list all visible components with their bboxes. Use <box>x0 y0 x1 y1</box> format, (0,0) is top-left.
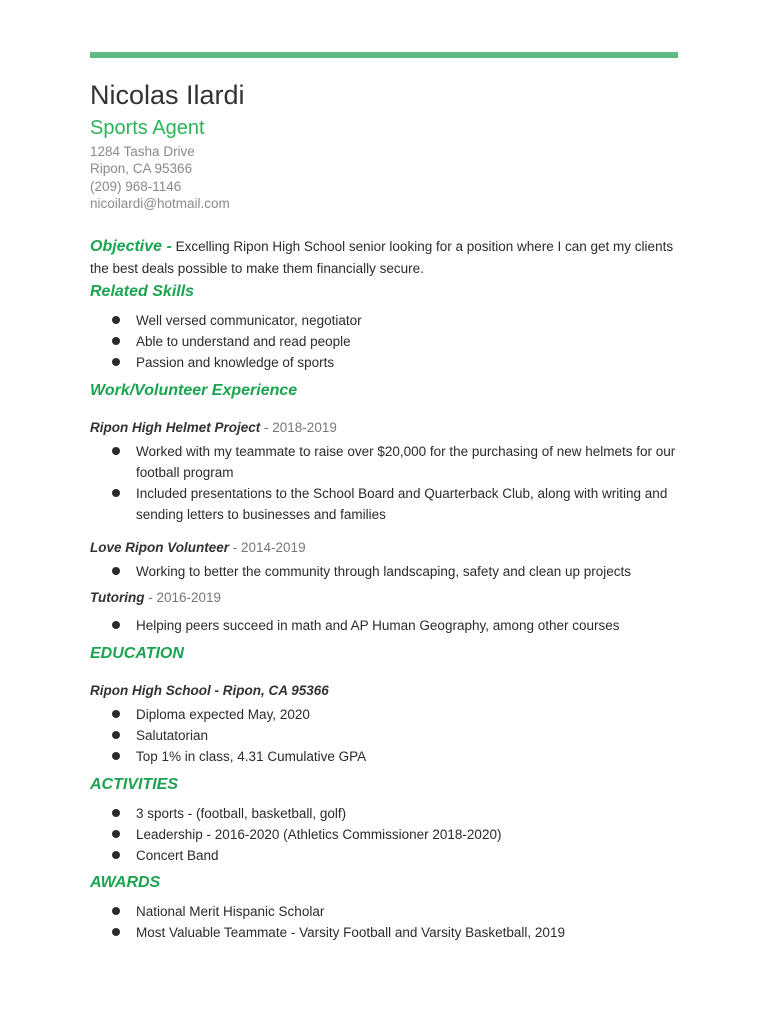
list-item: Leadership - 2016-2020 (Athletics Commissioner 2018-2020) <box>112 824 682 845</box>
list-item: Able to understand and read people <box>112 331 682 352</box>
bullet-icon <box>112 731 120 739</box>
bullet-icon <box>112 809 120 817</box>
objective-text: Excelling Ripon High School senior looking for a position where I can get my clients the best deals possible to make them financially secure. <box>90 239 674 276</box>
list-item: Worked with my teammate to raise over $20,000 for the purchasing of new helmets for our football program <box>112 441 682 483</box>
job-title: Love Ripon Volunteer - 2014-2019 <box>90 540 306 555</box>
list-item: Most Valuable Teammate - Varsity Football and Varsity Basketball, 2019 <box>112 922 682 943</box>
bullet-icon <box>112 567 120 575</box>
bullet-icon <box>112 316 120 324</box>
list-item: Helping peers succeed in math and AP Human Geography, among other courses <box>112 615 682 636</box>
objective-section <box>90 236 690 280</box>
job-dates: - 2014-2019 <box>229 540 306 555</box>
education-list <box>112 704 682 767</box>
job-duties-list <box>112 561 682 582</box>
activities-list <box>112 803 682 866</box>
job-duties-list <box>112 615 682 636</box>
bullet-icon <box>112 337 120 345</box>
list-item: Passion and knowledge of sports <box>112 352 682 373</box>
awards-list <box>112 901 682 943</box>
list-item: Salutatorian <box>112 725 682 746</box>
phone-number: (209) 968-1146 <box>90 179 182 194</box>
skills-list <box>112 310 682 373</box>
list-item: 3 sports - (football, basketball, golf) <box>112 803 682 824</box>
job-duties-list <box>112 441 682 525</box>
bullet-icon <box>112 851 120 859</box>
skills-heading: Related Skills <box>90 283 195 300</box>
job-dates: - 2018-2019 <box>260 420 337 435</box>
list-item: Well versed communicator, negotiator <box>112 310 682 331</box>
bullet-icon <box>112 710 120 718</box>
job-dates: - 2016-2019 <box>144 590 222 605</box>
experience-heading: Work/Volunteer Experience <box>90 382 298 399</box>
bullet-icon <box>112 752 120 760</box>
bullet-icon <box>112 621 120 629</box>
job-title: Ripon High Helmet Project - 2018-2019 <box>90 420 337 435</box>
list-item: Diploma expected May, 2020 <box>112 704 682 725</box>
job-title: Tutoring - 2016-2019 <box>90 590 222 605</box>
awards-heading: AWARDS <box>90 874 161 891</box>
bullet-icon <box>112 358 120 366</box>
candidate-name: Nicolas Ilardi <box>90 80 245 110</box>
school-name: Ripon High School - Ripon, CA 95366 <box>90 683 329 698</box>
bullet-icon <box>112 907 120 915</box>
list-item: Top 1% in class, 4.31 Cumulative GPA <box>112 746 682 767</box>
objective-label: Objective - <box>90 238 172 255</box>
list-item: Included presentations to the School Board and Quarterback Club, along with writing and sending letters to businesses and families <box>112 483 682 525</box>
bullet-icon <box>112 447 120 455</box>
bullet-icon <box>112 489 120 497</box>
list-item: Working to better the community through landscaping, safety and clean up projects <box>112 561 682 582</box>
address-line-2: Ripon, CA 95366 <box>90 161 193 176</box>
bullet-icon <box>112 928 120 936</box>
activities-heading: ACTIVITIES <box>90 776 179 793</box>
candidate-title: Sports Agent <box>90 117 205 139</box>
bullet-icon <box>112 830 120 838</box>
address-line-1: 1284 Tasha Drive <box>90 144 195 159</box>
education-heading: EDUCATION <box>90 645 184 662</box>
list-item: National Merit Hispanic Scholar <box>112 901 682 922</box>
email-address: nicoilardi@hotmail.com <box>90 196 230 211</box>
list-item: Concert Band <box>112 845 682 866</box>
header-accent-bar <box>90 52 678 58</box>
